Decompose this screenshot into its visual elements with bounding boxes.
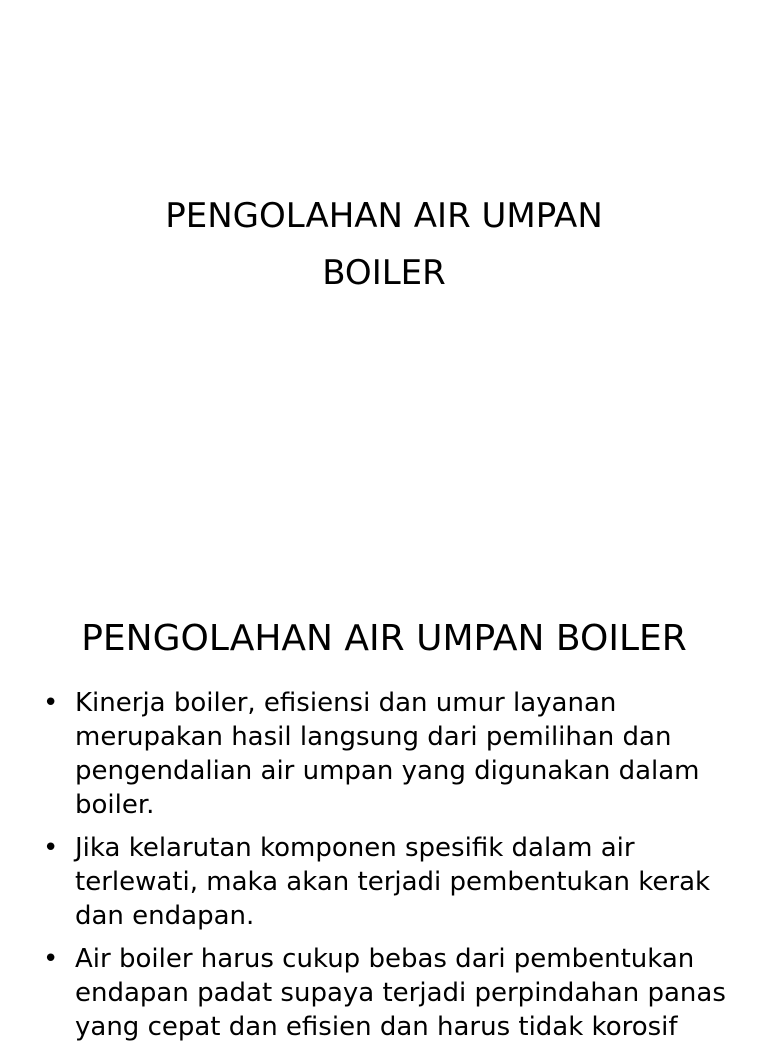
bullet-3-line-2: endapan padat supaya terjadi perpindahan panas: [75, 978, 726, 1008]
bullet-icon: •: [43, 944, 59, 974]
bullet-3-line-1: Air boiler harus cukup bebas dari pembentukan: [75, 944, 695, 974]
slide-heading: PENGOLAHAN AIR UMPAN BOILER: [81, 618, 687, 659]
bullet-2-line-3: dan endapan.: [75, 901, 255, 931]
slide-title: [0, 188, 768, 302]
bullet-2-line-2: terlewati, maka akan terjadi pembentukan kerak: [75, 867, 711, 897]
bullet-item-2: [40, 831, 730, 933]
content-slide: [0, 576, 768, 1042]
bullet-2-line-1: Jika kelarutan komponen spesifik dalam air: [75, 833, 635, 863]
bullet-item-1: [40, 686, 730, 822]
bullet-1-line-4: boiler.: [75, 790, 155, 820]
slide-title-line-2: BOILER: [322, 253, 446, 293]
bullet-list: [40, 686, 730, 1053]
slide-title-line-1: PENGOLAHAN AIR UMPAN: [165, 196, 603, 236]
bullet-icon: •: [43, 833, 59, 863]
bullet-1-line-2: merupakan hasil langsung dari pemilihan dan: [75, 722, 672, 752]
bullet-item-3: [40, 942, 730, 1044]
bullet-1-line-1: Kinerja boiler, efisiensi dan umur layanan: [75, 688, 617, 718]
bullet-3-line-3: yang cepat dan efisien dan harus tidak korosif: [75, 1012, 678, 1042]
bullet-1-line-3: pengendalian air umpan yang digunakan dalam: [75, 756, 700, 786]
bullet-icon: •: [43, 688, 59, 718]
